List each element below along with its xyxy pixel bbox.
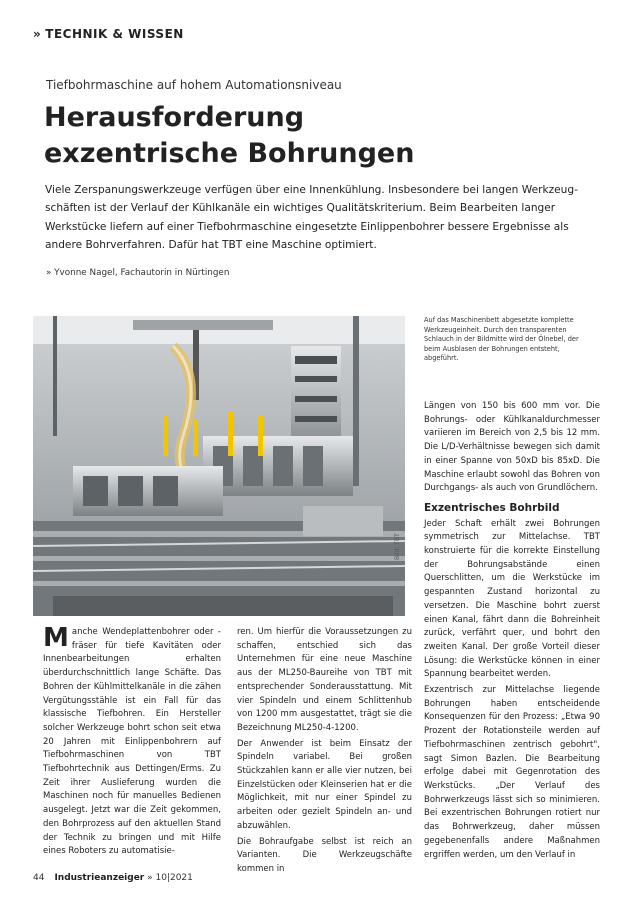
section-chevron: » <box>33 27 42 41</box>
body-column-3 <box>424 400 600 864</box>
page-footer <box>33 873 193 883</box>
magazine-name: Industrieanzeiger <box>54 873 145 883</box>
article-headline <box>44 100 564 172</box>
drop-cap: M <box>43 623 69 653</box>
photo-caption: Auf das Maschinenbett abgesetzte komplette Werkzeugeinheit. Durch den transparenten Schlauch in der Bildmitte wird der Ölnebel, der beim Ausblasen der Bohrungen entsteht, abgeführt. <box>424 316 579 363</box>
section-label: TECHNIK & WISSEN <box>45 27 184 41</box>
body-paragraph: Jeder Schaft erhält zwei Bohrungen symmetrisch zur Mittelachse. TBT konstruierte für die korrekte Einstellung der Bohrungsabstände einen Querschlitten, um die Werkstücke im gespannten Zustand horizontal zu versetzen. Die Maschine bohrt zuerst einen Kanal, fährt dann die Bohreinheit zurück, verfährt quer, und bohrt den zweiten Kanal. Der große Vorteil dieser Lösung: die Werkstücke können in einer Spannung bearbeitet werden. <box>424 518 600 680</box>
article-lead: Viele Zerspanungswerkzeuge verfügen über eine Innenkühlung. Insbesondere bei langen Werkzeugschäften ist der Verlauf der Kühlkanäle ein wichtiges Qualitätskriterium. Beim Bearbeiten langer Werkstücke liefern auf einer Tiefbohrmaschine eingesetzte Einlippenbohrer bessere Ergebnisse als andere Bohrverfahren. Dafür hat TBT eine Maschine optimiert. <box>45 184 578 252</box>
body-paragraph: Exzentrisch zur Mittelachse liegende Bohrungen haben entscheidende Konsequenzen für den Prozess: „Etwa 90 Prozent der Rotationsteile werden auf Tiefbohrmaschinen zentrisch gebohrt", sagt Simon Bazlen. Die Bearbeitung erfolge dabei mit Gegenrotation des Werkstücks. „Der Verlauf des Bohrwerkzeugs lässt sich so minimieren. Bei exzentrischen Bohrungen rotiert nur das Bohrwerkzeug, daher müssen gegebenenfalls andere Maßnahmen ergriffen werden, um den Verlauf in <box>424 685 600 860</box>
body-paragraph: Der Anwender ist beim Einsatz der Spindeln variabel. Bei großen Stückzahlen kann er alle vier nutzen, bei Einzelstücken oder Kleinserien hat er die Möglichkeit, mit nur einer Spindel zu arbeiten oder gezielt Spindeln an- und abzuwählen. <box>237 738 412 831</box>
body-column-1 <box>43 623 221 861</box>
machine-photo <box>33 316 405 616</box>
body-paragraph <box>43 623 221 859</box>
issue-number: » 10|2021 <box>147 873 193 883</box>
machine-illustration <box>33 316 405 616</box>
body-paragraph: Die Bohraufgabe selbst ist reich an Varianten. Die Werkzeugschäfte kommen in <box>237 836 412 874</box>
photo-credit: Bild: TBT <box>394 533 401 560</box>
section-subheading: Exzentrisches Bohrbild <box>424 501 560 514</box>
paragraph-text: anche Wendeplattenbohrer oder -fräser für tiefe Kavitäten oder Innenbearbeitungen erhalten überdurchschnittlich lange Schäfte. Das Bohren der Kühlmittelkanäle in die zähen Vergütungsstähle ist ein Fall für das klassische Tiefbohren. Ein Hersteller solcher Werkzeuge bohrt schon seit etwa 20 Jahren mit Einlippenbohrern auf Tiefbohrmaschinen von TBT Tiefbohrtechnik aus Dettingen/Erms. Zu Zeit ihrer Auslieferung wurden die Maschinen noch für manuelles Bedienen ausgelegt. Jetzt war die Zeit gekommen, den Bohrprozess auf den aktuellen Stand der Technik zu bringen und mit Hilfe eines Roboters zu automatisie- <box>43 627 221 857</box>
headline-line-2: exzentrische Bohrungen <box>44 138 415 169</box>
article-kicker: Tiefbohrmaschine auf hohem Automationsniveau <box>46 78 342 92</box>
body-paragraph: ren. Um hierfür die Voraussetzungen zu schaffen, entschied sich das Unternehmen für eine neue Maschine aus der ML250-Baureihe von TBT mit entsprechender Sonderausstattung. Mit vier Spindeln und einem Schlittenhub von 1200 mm ausgestattet, trägt sie die Bezeichnung ML250-4-1200. <box>237 627 412 733</box>
headline-line-1: Herausforderung <box>44 102 305 133</box>
article-byline: » Yvonne Nagel, Fachautorin in Nürtingen <box>46 268 230 278</box>
body-column-2 <box>237 626 412 879</box>
section-tag <box>33 27 184 41</box>
body-paragraph: Längen von 150 bis 600 mm vor. Die Bohrungs- oder Kühlkanaldurchmesser variieren im Bereich von 2,5 bis 12 mm. Die L/D-Verhältnisse bewegen sich damit in einer Spanne von 50xD bis 85xD. Die Maschine erlaubt sowohl das Bohren von Durchgangs- als auch von Grundlöchern. <box>424 401 600 494</box>
page-number: 44 <box>33 873 45 883</box>
